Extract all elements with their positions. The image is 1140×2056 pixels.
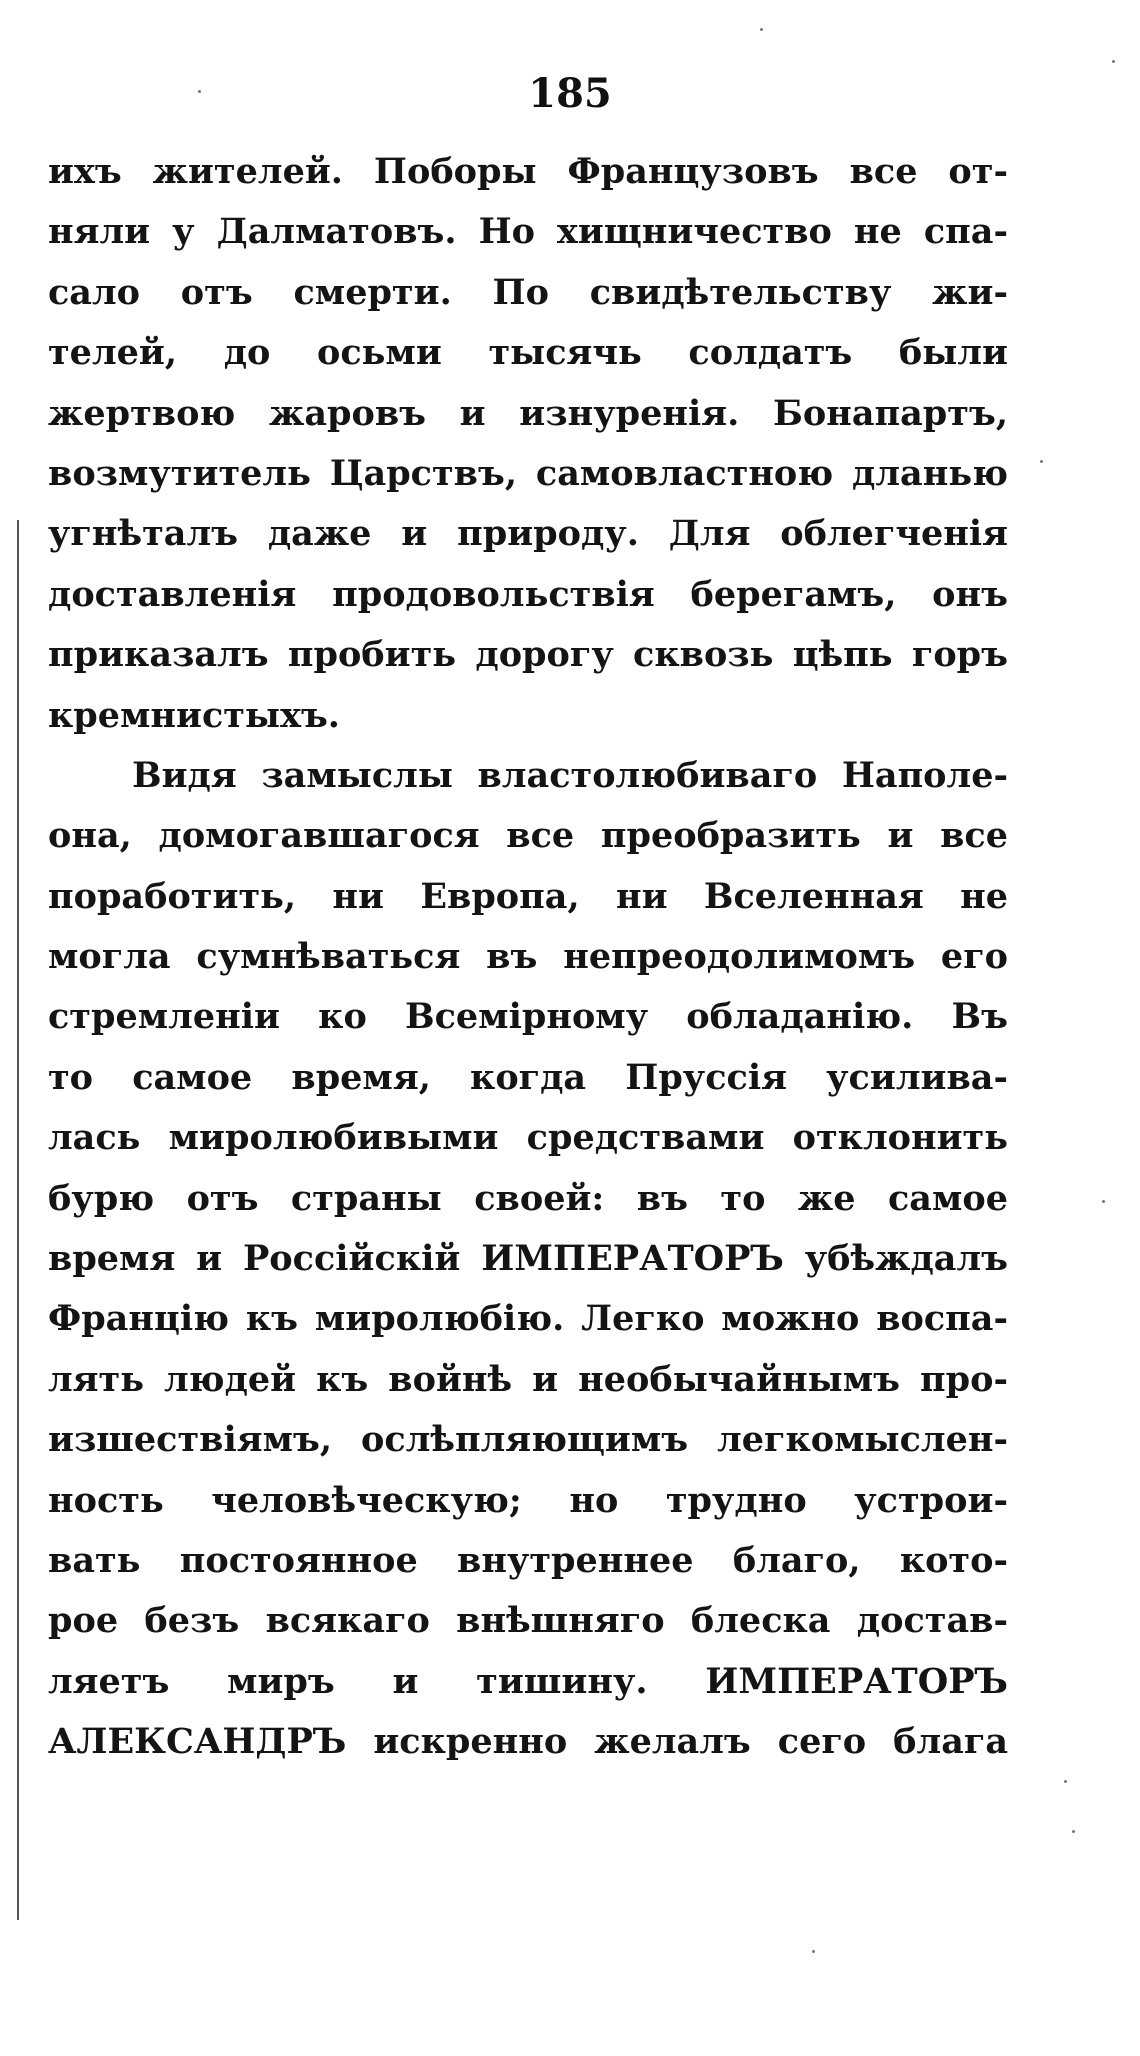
text-line: лять людей къ войнѣ и необычайнымъ про- <box>48 1358 1008 1400</box>
text-line: время и Россійскій ИМПЕРАТОРЪ убѣждалъ <box>48 1238 1008 1280</box>
text-line: доставленія продовольствія берегамъ, онъ <box>48 573 1008 615</box>
scan-speck <box>1072 1830 1075 1833</box>
text-line: Францію къ миролюбію. Легко можно воспа- <box>48 1298 1008 1340</box>
text-line: вать постоянное внутреннее благо, кото- <box>48 1539 1008 1581</box>
text-line: сало отъ смерти. По свидѣтельству жи- <box>48 271 1008 313</box>
text-line: Видя замыслы властолюбиваго Наполе- <box>132 754 1008 796</box>
text-line: няли у Далматовъ. Но хищничество не спа- <box>48 211 1008 253</box>
text-line: ихъ жителей. Поборы Французовъ все от- <box>48 151 1008 192</box>
text-line: изшествіямъ, ослѣпляющимъ легкомыслен- <box>48 1419 1008 1461</box>
text-line: АЛЕКСАНДРЪ искренно желалъ сего блага <box>48 1721 1008 1763</box>
text-line: ность человѣческую; но трудно устрои- <box>48 1479 1008 1521</box>
text-line: лась миролюбивыми средствами отклонить <box>48 1117 1008 1159</box>
page-edge-line <box>17 520 19 1920</box>
text-line: жертвою жаровъ и изнуренія. Бонапартъ, <box>48 392 1008 434</box>
text-line: она, домогавшагося все преобразить и все <box>48 815 1008 857</box>
text-line: поработить, ни Европа, ни Вселенная не <box>48 875 1008 917</box>
text-line: телей, до осьми тысячь солдатъ были <box>48 332 1008 374</box>
scan-speck <box>1064 1780 1067 1783</box>
text-line: приказалъ пробить дорогу сквозь цѣпь горъ <box>48 634 1008 676</box>
page-number: 185 <box>528 70 612 117</box>
text-line: ляетъ миръ и тишину. ИМПЕРАТОРЪ <box>48 1660 1008 1702</box>
text-line: могла сумнѣваться въ непреодолимомъ его <box>48 936 1008 978</box>
text-line: стремленіи ко Всемірному обладанію. Въ <box>48 996 1008 1038</box>
scan-speck <box>1040 460 1043 463</box>
text-line: кремнистыхъ. <box>48 694 340 736</box>
scan-speck <box>198 90 201 93</box>
scan-speck <box>1102 1200 1105 1203</box>
scan-speck <box>1112 60 1115 63</box>
text-line: то самое время, когда Пруссія усилива- <box>48 1056 1008 1098</box>
scan-speck <box>812 1950 815 1953</box>
text-line: бурю отъ страны своей: въ то же самое <box>48 1177 1008 1219</box>
text-line: рое безъ всякаго внѣшняго блеска достав- <box>48 1600 1008 1642</box>
text-line: угнѣталъ даже и природу. Для облегченія <box>48 513 1008 555</box>
text-line: возмутитель Царствъ, самовластною дланью <box>48 452 1008 494</box>
body-text <box>48 142 1008 1773</box>
scan-speck <box>760 28 763 31</box>
